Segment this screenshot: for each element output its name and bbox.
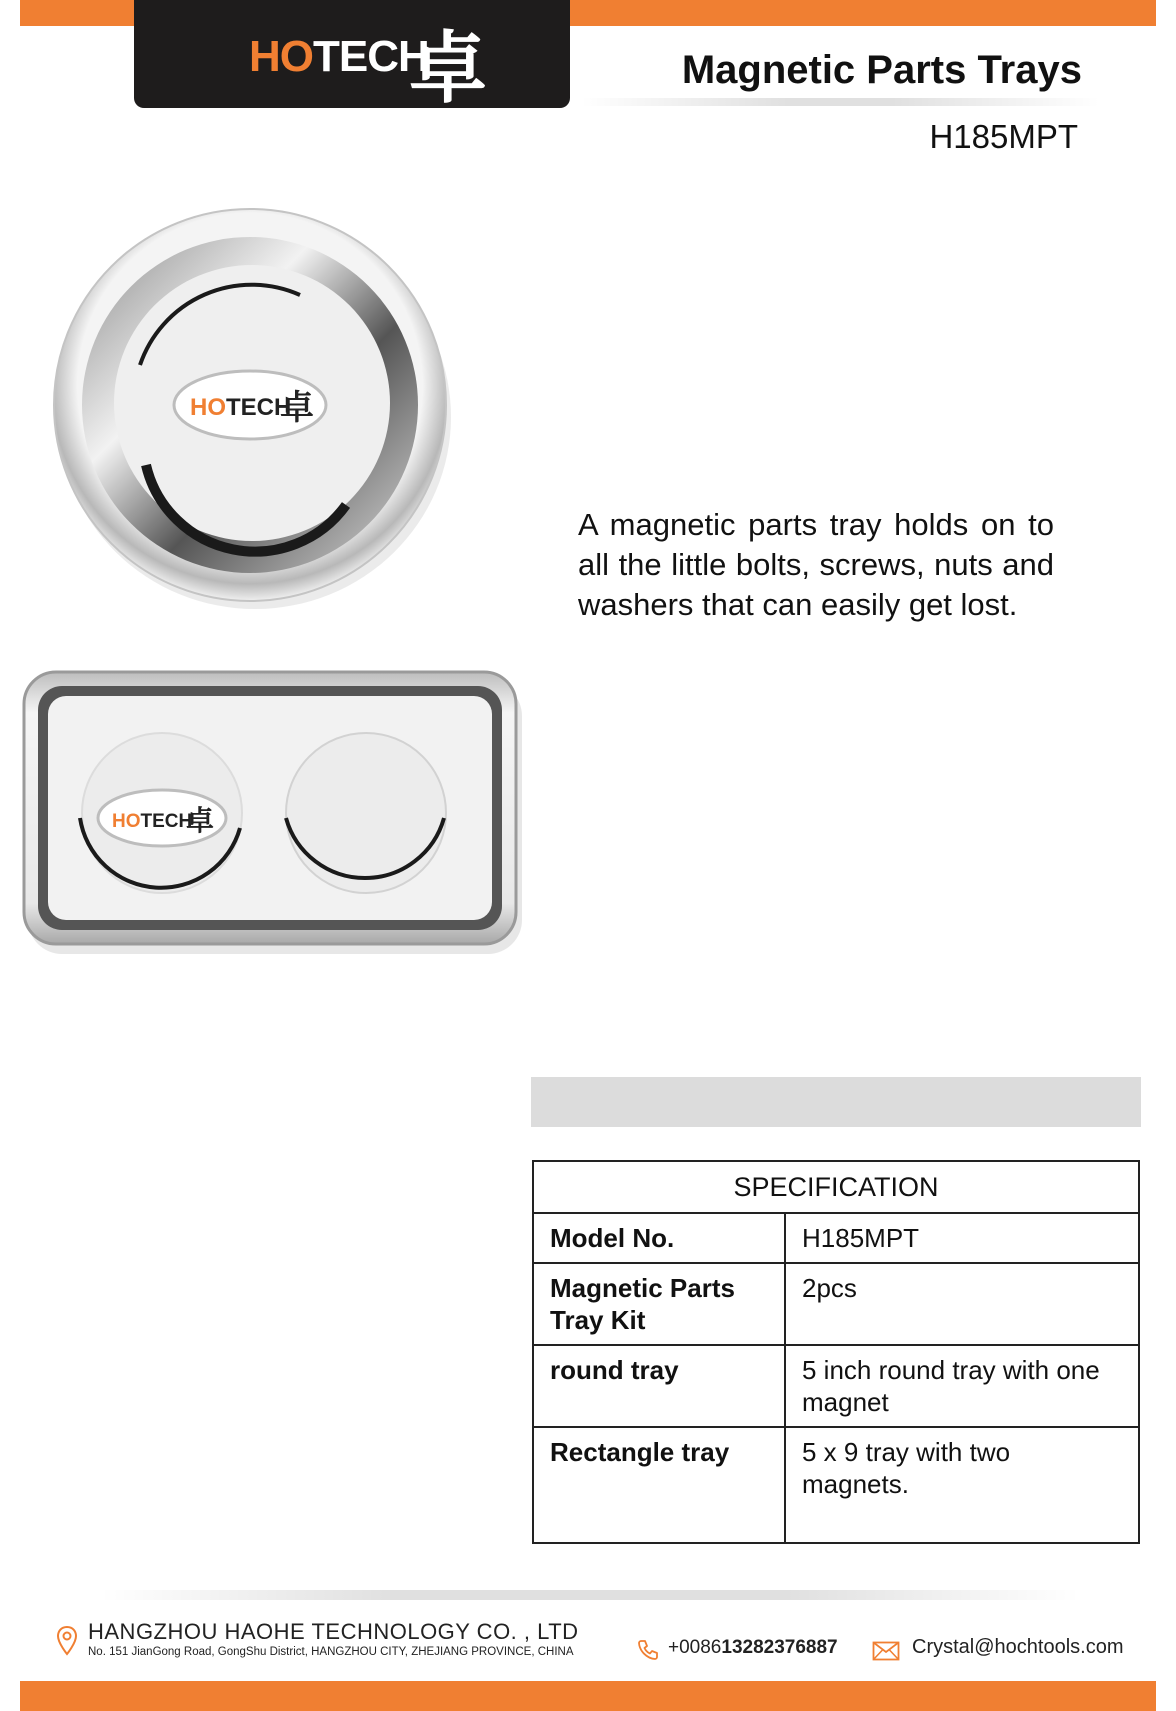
spec-value: 5 inch round tray with one magnet <box>785 1345 1139 1427</box>
company-address: No. 151 JianGong Road, GongShu District, HANGZHOU CITY, ZHEJIANG PROVINCE, CHINA <box>88 1646 574 1658</box>
company-name: HANGZHOU HAOHE TECHNOLOGY CO. , LTD <box>88 1619 579 1644</box>
spec-row <box>533 1345 1139 1427</box>
rect-tray-glyph: 卓 <box>186 804 215 837</box>
spec-row <box>533 1427 1139 1543</box>
location-pin-icon <box>56 1625 78 1657</box>
rectangle-tray-image <box>22 668 524 960</box>
spec-key: Magnetic Parts Tray Kit <box>533 1263 785 1345</box>
round-tray-logo: HOTECH <box>190 394 292 421</box>
brand-glyph: 卓 <box>409 23 488 114</box>
spec-key: round tray <box>533 1345 785 1427</box>
product-description: A magnetic parts tray holds on to all the little bolts, screws, nuts and washers that can easily get lost. <box>578 507 1054 622</box>
specification-table <box>532 1160 1140 1544</box>
brand-wordmark: HOTECH <box>249 32 429 81</box>
spec-key: Model No. <box>533 1213 785 1263</box>
title-underline-shadow <box>580 98 1100 106</box>
bottom-accent-bar <box>20 1681 1156 1711</box>
brand-logo <box>134 0 570 114</box>
spec-value: 2pcs <box>785 1263 1139 1345</box>
rect-tray-logo: HOTECH <box>112 811 193 832</box>
spec-value: H185MPT <box>785 1213 1139 1263</box>
spec-row <box>533 1263 1139 1345</box>
section-divider-band <box>531 1077 1141 1127</box>
footer-divider-shadow <box>100 1590 1080 1600</box>
spec-value: 5 x 9 tray with two magnets. <box>785 1427 1139 1543</box>
phone-number[interactable]: +008613282376887 <box>668 1637 838 1658</box>
spec-header-row <box>533 1161 1139 1213</box>
email-link[interactable]: Crystal@hochtools.com <box>912 1636 1124 1658</box>
model-number: H185MPT <box>929 118 1078 155</box>
page-title: Magnetic Parts Trays <box>681 48 1082 92</box>
round-tray-image <box>50 205 460 615</box>
spec-heading: SPECIFICATION <box>533 1161 1139 1213</box>
phone-icon <box>636 1638 660 1662</box>
spec-key: Rectangle tray <box>533 1427 785 1543</box>
mail-icon <box>872 1641 900 1661</box>
spec-row <box>533 1213 1139 1263</box>
round-tray-glyph: 卓 <box>280 388 314 428</box>
